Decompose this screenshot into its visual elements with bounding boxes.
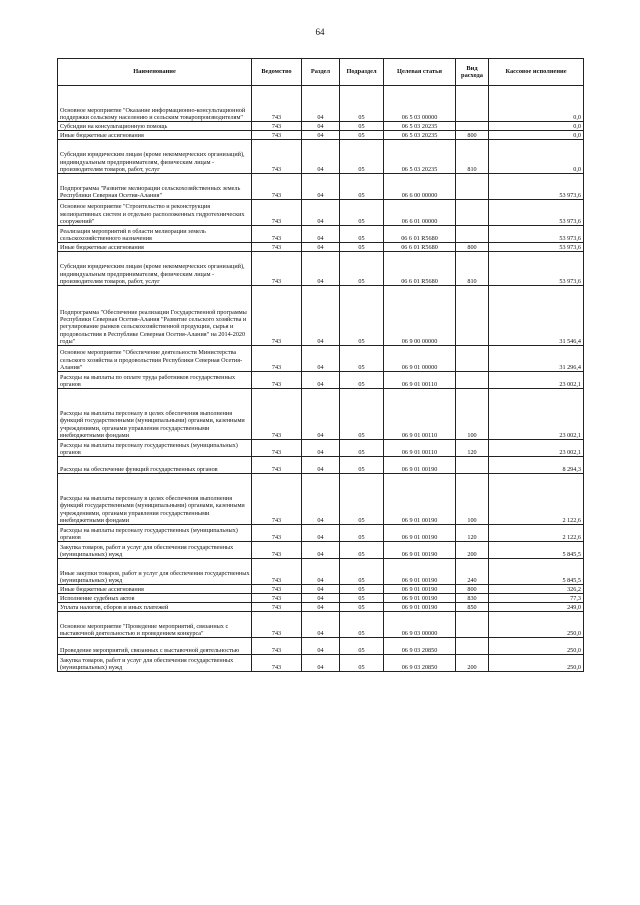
row-name: Субсидии на консультационную помощь bbox=[58, 122, 252, 131]
row-name: Иные бюджетные ассигнования bbox=[58, 131, 252, 140]
row-expense-type: 810 bbox=[456, 140, 489, 174]
header-name: Наименование bbox=[58, 59, 252, 86]
row-expense-type bbox=[456, 226, 489, 243]
row-name: Основное мероприятие "Оказание информационно-консультационной поддержки сельскому населению и сельским товаропроизводителям" bbox=[58, 86, 252, 122]
row-section: 04 bbox=[302, 612, 340, 638]
row-expense-type bbox=[456, 200, 489, 226]
row-department: 743 bbox=[252, 655, 302, 672]
row-department: 743 bbox=[252, 86, 302, 122]
row-department: 743 bbox=[252, 612, 302, 638]
row-target-article: 06 9 01 00190 bbox=[384, 542, 456, 559]
row-department: 743 bbox=[252, 372, 302, 389]
row-expense-type bbox=[456, 86, 489, 122]
page-number: 64 bbox=[315, 27, 325, 37]
row-amount: 23 002,1 bbox=[489, 389, 584, 440]
row-target-article: 06 6 00 00000 bbox=[384, 174, 456, 200]
row-section: 04 bbox=[302, 174, 340, 200]
row-expense-type: 100 bbox=[456, 474, 489, 525]
row-target-article: 06 9 01 00110 bbox=[384, 440, 456, 457]
row-section: 04 bbox=[302, 440, 340, 457]
table-row bbox=[58, 86, 584, 122]
table-row bbox=[58, 131, 584, 140]
table-row bbox=[58, 200, 584, 226]
row-expense-type: 800 bbox=[456, 243, 489, 252]
row-target-article: 06 9 01 00000 bbox=[384, 346, 456, 372]
row-subsection: 05 bbox=[340, 474, 384, 525]
row-amount: 31 296,4 bbox=[489, 346, 584, 372]
row-section: 04 bbox=[302, 86, 340, 122]
row-subsection: 05 bbox=[340, 457, 384, 474]
row-amount: 0,0 bbox=[489, 131, 584, 140]
row-name: Иные бюджетные ассигнования bbox=[58, 243, 252, 252]
row-section: 04 bbox=[302, 655, 340, 672]
row-department: 743 bbox=[252, 252, 302, 286]
table-row bbox=[58, 457, 584, 474]
row-subsection: 05 bbox=[340, 243, 384, 252]
table-row bbox=[58, 594, 584, 603]
row-subsection: 05 bbox=[340, 440, 384, 457]
row-target-article: 06 9 01 00110 bbox=[384, 372, 456, 389]
row-section: 04 bbox=[302, 559, 340, 585]
row-target-article: 06 6 01 00000 bbox=[384, 200, 456, 226]
row-department: 743 bbox=[252, 200, 302, 226]
row-amount: 8 294,3 bbox=[489, 457, 584, 474]
row-target-article: 06 9 01 00190 bbox=[384, 585, 456, 594]
table-row bbox=[58, 372, 584, 389]
row-target-article: 06 9 01 00190 bbox=[384, 594, 456, 603]
row-subsection: 05 bbox=[340, 86, 384, 122]
table-row bbox=[58, 585, 584, 594]
row-target-article: 06 9 00 00000 bbox=[384, 286, 456, 346]
row-name: Расходы на выплаты по оплате труда работников государственных органов bbox=[58, 372, 252, 389]
header-subsection: Подраздел bbox=[340, 59, 384, 86]
row-name: Расходы на выплаты персоналу в целях обеспечения выполнения функций государственными (муниципальными) органами, казенными учреждениями, органами управления государственными внебюджетными фондами bbox=[58, 389, 252, 440]
row-expense-type bbox=[456, 174, 489, 200]
row-section: 04 bbox=[302, 346, 340, 372]
row-amount: 77,3 bbox=[489, 594, 584, 603]
row-amount: 53 973,6 bbox=[489, 174, 584, 200]
row-section: 04 bbox=[302, 252, 340, 286]
row-subsection: 05 bbox=[340, 372, 384, 389]
row-section: 04 bbox=[302, 603, 340, 612]
row-target-article: 06 6 01 R5680 bbox=[384, 226, 456, 243]
row-amount: 0,0 bbox=[489, 122, 584, 131]
row-subsection: 05 bbox=[340, 200, 384, 226]
row-amount: 53 973,6 bbox=[489, 252, 584, 286]
row-target-article: 06 5 03 20235 bbox=[384, 131, 456, 140]
row-department: 743 bbox=[252, 286, 302, 346]
row-department: 743 bbox=[252, 174, 302, 200]
row-name: Подпрограмма "Обеспечение реализации Государственной программы Республики Северная Осетия-Алания "Развитие сельского хозяйства и регулирование рынков сельскохозяйственной продукции, сырья и продовольствия в Республике Северная Осетия-Алания" на 2014-2020 годы" bbox=[58, 286, 252, 346]
table-row bbox=[58, 612, 584, 638]
row-section: 04 bbox=[302, 474, 340, 525]
row-target-article: 06 9 01 00190 bbox=[384, 457, 456, 474]
table-row bbox=[58, 474, 584, 525]
row-section: 04 bbox=[302, 638, 340, 655]
row-target-article: 06 9 03 20850 bbox=[384, 638, 456, 655]
row-expense-type: 120 bbox=[456, 525, 489, 542]
table-row bbox=[58, 638, 584, 655]
row-subsection: 05 bbox=[340, 585, 384, 594]
row-name: Реализация мероприятий в области мелиорации земель сельскохозяйственного назначения bbox=[58, 226, 252, 243]
table-body bbox=[58, 86, 584, 672]
row-expense-type: 200 bbox=[456, 655, 489, 672]
row-department: 743 bbox=[252, 559, 302, 585]
row-name: Закупка товаров, работ и услуг для обеспечения государственных (муниципальных) нужд bbox=[58, 542, 252, 559]
table-row bbox=[58, 140, 584, 174]
row-department: 743 bbox=[252, 594, 302, 603]
row-subsection: 05 bbox=[340, 286, 384, 346]
table-row bbox=[58, 122, 584, 131]
row-subsection: 05 bbox=[340, 131, 384, 140]
row-target-article: 06 9 01 00110 bbox=[384, 389, 456, 440]
row-name: Расходы на выплаты персоналу в целях обеспечения выполнения функций государственными (муниципальными) органами, казенными учреждениями, органами управления государственными внебюджетными фондами bbox=[58, 474, 252, 525]
row-name: Расходы на выплаты персоналу государственных (муниципальных) органов bbox=[58, 525, 252, 542]
row-target-article: 06 9 01 00190 bbox=[384, 559, 456, 585]
row-department: 743 bbox=[252, 457, 302, 474]
row-target-article: 06 9 01 00190 bbox=[384, 525, 456, 542]
header-expense-type: Вид расхода bbox=[456, 59, 489, 86]
row-subsection: 05 bbox=[340, 542, 384, 559]
row-section: 04 bbox=[302, 286, 340, 346]
row-department: 743 bbox=[252, 440, 302, 457]
row-expense-type bbox=[456, 638, 489, 655]
row-amount: 250,0 bbox=[489, 638, 584, 655]
row-amount: 5 845,5 bbox=[489, 542, 584, 559]
header-department: Ведомство bbox=[252, 59, 302, 86]
row-amount: 0,0 bbox=[489, 86, 584, 122]
table-row bbox=[58, 603, 584, 612]
row-expense-type bbox=[456, 346, 489, 372]
table-row bbox=[58, 286, 584, 346]
row-name: Расходы на выплаты персоналу государственных (муниципальных) органов bbox=[58, 440, 252, 457]
row-department: 743 bbox=[252, 638, 302, 655]
row-section: 04 bbox=[302, 594, 340, 603]
row-section: 04 bbox=[302, 200, 340, 226]
row-expense-type: 830 bbox=[456, 594, 489, 603]
row-department: 743 bbox=[252, 226, 302, 243]
row-amount: 31 546,4 bbox=[489, 286, 584, 346]
row-subsection: 05 bbox=[340, 638, 384, 655]
row-target-article: 06 5 03 20235 bbox=[384, 122, 456, 131]
row-department: 743 bbox=[252, 585, 302, 594]
row-target-article: 06 5 03 00000 bbox=[384, 86, 456, 122]
row-amount: 2 122,6 bbox=[489, 474, 584, 525]
row-expense-type bbox=[456, 286, 489, 346]
row-amount: 249,0 bbox=[489, 603, 584, 612]
row-expense-type bbox=[456, 372, 489, 389]
row-name: Подпрограмма "Развитие мелиорации сельскохозяйственных земель Республики Северная Осетия-Алания" bbox=[58, 174, 252, 200]
row-subsection: 05 bbox=[340, 559, 384, 585]
row-department: 743 bbox=[252, 243, 302, 252]
header-section: Раздел bbox=[302, 59, 340, 86]
row-amount: 2 122,6 bbox=[489, 525, 584, 542]
row-section: 04 bbox=[302, 140, 340, 174]
row-name: Уплата налогов, сборов и иных платежей bbox=[58, 603, 252, 612]
row-target-article: 06 6 01 R5680 bbox=[384, 252, 456, 286]
row-amount: 250,0 bbox=[489, 655, 584, 672]
row-subsection: 05 bbox=[340, 226, 384, 243]
row-department: 743 bbox=[252, 140, 302, 174]
row-expense-type: 240 bbox=[456, 559, 489, 585]
row-name: Расходы на обеспечение функций государственных органов bbox=[58, 457, 252, 474]
row-expense-type: 200 bbox=[456, 542, 489, 559]
row-department: 743 bbox=[252, 389, 302, 440]
row-amount: 5 845,5 bbox=[489, 559, 584, 585]
budget-table bbox=[57, 58, 584, 672]
row-subsection: 05 bbox=[340, 389, 384, 440]
table-header-row bbox=[58, 59, 584, 86]
row-subsection: 05 bbox=[340, 594, 384, 603]
row-amount: 250,0 bbox=[489, 612, 584, 638]
row-section: 04 bbox=[302, 585, 340, 594]
row-name: Иные закупки товаров, работ и услуг для обеспечения государственных (муниципальных) нужд bbox=[58, 559, 252, 585]
row-section: 04 bbox=[302, 542, 340, 559]
row-name: Основное мероприятие "Обеспечение деятельности Министерства сельского хозяйства и продовольствия Республики Северная Осетия-Алания" bbox=[58, 346, 252, 372]
row-expense-type: 800 bbox=[456, 131, 489, 140]
row-name: Основное мероприятие "Проведение мероприятий, связанных с выставочной деятельностью и проведением конкурса" bbox=[58, 612, 252, 638]
row-section: 04 bbox=[302, 243, 340, 252]
row-department: 743 bbox=[252, 603, 302, 612]
row-subsection: 05 bbox=[340, 603, 384, 612]
row-expense-type bbox=[456, 457, 489, 474]
row-expense-type: 850 bbox=[456, 603, 489, 612]
row-amount: 0,0 bbox=[489, 140, 584, 174]
row-amount: 53 973,6 bbox=[489, 243, 584, 252]
row-section: 04 bbox=[302, 457, 340, 474]
row-name: Субсидии юридическим лицам (кроме некоммерческих организаций), индивидуальным предпринимателям, физическим лицам - производителям товаров, работ, услуг bbox=[58, 140, 252, 174]
header-cash-execution: Кассовое исполнение bbox=[489, 59, 584, 86]
table-row bbox=[58, 252, 584, 286]
row-target-article: 06 9 03 20850 bbox=[384, 655, 456, 672]
row-department: 743 bbox=[252, 525, 302, 542]
row-amount: 23 002,1 bbox=[489, 440, 584, 457]
row-target-article: 06 6 01 R5680 bbox=[384, 243, 456, 252]
row-section: 04 bbox=[302, 389, 340, 440]
row-department: 743 bbox=[252, 122, 302, 131]
row-subsection: 05 bbox=[340, 122, 384, 131]
row-amount: 53 973,6 bbox=[489, 200, 584, 226]
row-name: Закупка товаров, работ и услуг для обеспечения государственных (муниципальных) нужд bbox=[58, 655, 252, 672]
table-row bbox=[58, 346, 584, 372]
row-subsection: 05 bbox=[340, 612, 384, 638]
table-row bbox=[58, 389, 584, 440]
row-expense-type: 810 bbox=[456, 252, 489, 286]
row-section: 04 bbox=[302, 226, 340, 243]
row-department: 743 bbox=[252, 346, 302, 372]
row-subsection: 05 bbox=[340, 655, 384, 672]
row-name: Исполнение судебных актов bbox=[58, 594, 252, 603]
header-target-article: Целевая статья bbox=[384, 59, 456, 86]
row-subsection: 05 bbox=[340, 252, 384, 286]
row-name: Субсидии юридическим лицам (кроме некоммерческих организаций), индивидуальным предпринимателям, физическим лицам - производителям товаров, работ, услуг bbox=[58, 252, 252, 286]
table-row bbox=[58, 655, 584, 672]
row-amount: 53 973,6 bbox=[489, 226, 584, 243]
row-target-article: 06 5 03 20235 bbox=[384, 140, 456, 174]
row-subsection: 05 bbox=[340, 140, 384, 174]
row-target-article: 06 9 01 00190 bbox=[384, 603, 456, 612]
row-expense-type bbox=[456, 122, 489, 131]
row-expense-type: 800 bbox=[456, 585, 489, 594]
row-section: 04 bbox=[302, 131, 340, 140]
row-name: Основное мероприятие "Строительство и реконструкция мелиоративных систем и отдельно расположенных гидротехнических сооружений" bbox=[58, 200, 252, 226]
row-department: 743 bbox=[252, 131, 302, 140]
row-target-article: 06 9 03 00000 bbox=[384, 612, 456, 638]
row-section: 04 bbox=[302, 372, 340, 389]
row-expense-type bbox=[456, 612, 489, 638]
table-row bbox=[58, 226, 584, 243]
table-row bbox=[58, 243, 584, 252]
table-row bbox=[58, 542, 584, 559]
row-subsection: 05 bbox=[340, 525, 384, 542]
row-subsection: 05 bbox=[340, 174, 384, 200]
row-department: 743 bbox=[252, 542, 302, 559]
row-subsection: 05 bbox=[340, 346, 384, 372]
row-target-article: 06 9 01 00190 bbox=[384, 474, 456, 525]
table-row bbox=[58, 174, 584, 200]
table-row bbox=[58, 559, 584, 585]
row-section: 04 bbox=[302, 525, 340, 542]
row-amount: 326,2 bbox=[489, 585, 584, 594]
row-amount: 23 002,1 bbox=[489, 372, 584, 389]
row-expense-type: 100 bbox=[456, 389, 489, 440]
row-name: Иные бюджетные ассигнования bbox=[58, 585, 252, 594]
table-row bbox=[58, 440, 584, 457]
row-name: Проведение мероприятий, связанных с выставочной деятельностью bbox=[58, 638, 252, 655]
row-section: 04 bbox=[302, 122, 340, 131]
row-expense-type: 120 bbox=[456, 440, 489, 457]
table-row bbox=[58, 525, 584, 542]
row-department: 743 bbox=[252, 474, 302, 525]
